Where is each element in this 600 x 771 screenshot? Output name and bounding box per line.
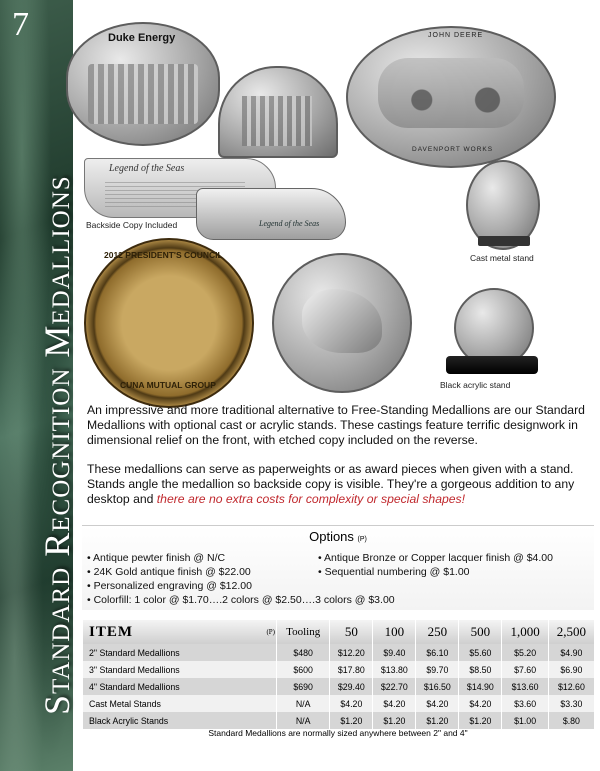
cast-metal-stand <box>478 236 530 246</box>
row-tooling: N/A <box>277 712 330 729</box>
row-price: $1.20 <box>416 712 459 729</box>
john-deere-medallion <box>346 26 556 168</box>
no-extra-cost-highlight: there are no extra costs for complexity or special shapes! <box>156 492 466 506</box>
row-price: $4.90 <box>548 644 594 661</box>
john-deere-bottom-text: DAVENPORT WORKS <box>412 146 494 153</box>
row-tooling: $600 <box>277 661 330 678</box>
table-row <box>83 661 595 678</box>
row-tooling: $690 <box>277 678 330 695</box>
council-bottom-text: CUNA MUTUAL GROUP <box>120 380 216 390</box>
table-row <box>83 678 595 695</box>
description-paragraph-2 <box>87 462 592 507</box>
description-p2-text: These medallions can serve as paperweights or as award pieces when given with a stand. Stands angle the medallion so backside copy is visible. They're a gorgeous addition to any desktop and <box>87 462 575 506</box>
row-name: 2" Standard Medallions <box>83 644 277 661</box>
marble-sidebar <box>0 0 77 771</box>
row-price: $3.60 <box>502 695 548 712</box>
cast-stand-caption: Cast metal stand <box>470 253 534 263</box>
row-price: $29.40 <box>330 678 373 695</box>
option-item: • Antique pewter finish @ N/C <box>87 552 226 564</box>
building-relief <box>242 96 312 146</box>
machinery-relief <box>378 58 524 128</box>
row-price: $.80 <box>548 712 594 729</box>
row-price: $1.20 <box>373 712 416 729</box>
horse-relief <box>302 289 382 353</box>
vertical-page-title: Standard Recognition Medallions <box>37 175 77 715</box>
options-header <box>82 529 594 544</box>
qty-header: 1,000 <box>502 620 548 644</box>
description <box>87 403 592 521</box>
tooling-header: Tooling <box>277 620 330 644</box>
options-title: Options <box>309 529 354 544</box>
row-price: $7.60 <box>502 661 548 678</box>
row-name: Cast Metal Stands <box>83 695 277 712</box>
row-price: $13.60 <box>502 678 548 695</box>
option-item: • Personalized engraving @ $12.00 <box>87 580 252 592</box>
building-arch-medallion <box>218 66 338 158</box>
banner-script-title: Legend of the Seas <box>109 163 185 174</box>
price-table <box>82 620 594 729</box>
row-price: $5.20 <box>502 644 548 661</box>
row-name: 4" Standard Medallions <box>83 678 277 695</box>
row-price: $4.20 <box>373 695 416 712</box>
horse-racing-medallion <box>272 253 412 393</box>
option-item: • Colorfill: 1 color @ $1.70….2 colors @ $2.50….3 colors @ $3.00 <box>87 594 395 606</box>
page-number: 7 <box>12 6 29 43</box>
row-price: $9.40 <box>373 644 416 661</box>
john-deere-top-text: JOHN DEERE <box>428 32 484 39</box>
row-name: 3" Standard Medallions <box>83 661 277 678</box>
row-price: $3.30 <box>548 695 594 712</box>
price-table-header <box>83 620 595 644</box>
row-price: $1.20 <box>330 712 373 729</box>
qty-header: 100 <box>373 620 416 644</box>
row-price: $4.20 <box>416 695 459 712</box>
row-price: $13.80 <box>373 661 416 678</box>
row-price: $12.60 <box>548 678 594 695</box>
duke-energy-medallion <box>66 22 220 146</box>
row-price: $5.60 <box>459 644 502 661</box>
option-item: • Antique Bronze or Copper lacquer finish @ $4.00 <box>318 552 553 564</box>
ship-script-text: Legend of the Seas <box>259 219 320 228</box>
acrylic-stand-caption: Black acrylic stand <box>440 380 511 390</box>
options-code: (P) <box>357 536 367 543</box>
qty-header: 2,500 <box>548 620 594 644</box>
table-row <box>83 712 595 729</box>
row-price: $1.20 <box>459 712 502 729</box>
black-acrylic-stand <box>446 356 538 374</box>
qty-header: 500 <box>459 620 502 644</box>
row-price: $17.80 <box>330 661 373 678</box>
row-price: $12.20 <box>330 644 373 661</box>
duke-energy-logo: Duke Energy <box>108 32 176 44</box>
row-price: $16.50 <box>416 678 459 695</box>
row-price: $4.20 <box>459 695 502 712</box>
option-item: • Sequential numbering @ $1.00 <box>318 566 470 578</box>
row-price: $4.20 <box>330 695 373 712</box>
row-name: Black Acrylic Stands <box>83 712 277 729</box>
presidents-council-medallion <box>84 238 254 408</box>
row-price: $8.50 <box>459 661 502 678</box>
option-item: • 24K Gold antique finish @ $22.00 <box>87 566 251 578</box>
row-price: $6.10 <box>416 644 459 661</box>
qty-header: 50 <box>330 620 373 644</box>
row-price: $22.70 <box>373 678 416 695</box>
item-header: ITEM <box>83 620 261 644</box>
row-tooling: N/A <box>277 695 330 712</box>
row-tooling: $480 <box>277 644 330 661</box>
row-price: $14.90 <box>459 678 502 695</box>
row-price: $9.70 <box>416 661 459 678</box>
qty-header: 250 <box>416 620 459 644</box>
options-box <box>82 525 594 610</box>
backside-caption: Backside Copy Included <box>86 220 178 230</box>
table-footnote: Standard Medallions are normally sized anywhere between 2" and 4" <box>208 728 468 738</box>
description-paragraph-1: An impressive and more traditional alternative to Free-Standing Medallions are our Standard Medallions with optional cast or acrylic stands. These castings feature terrific designwork in dimensional relief on the front, with etched copy included on the reverse. <box>87 403 585 447</box>
skyline-relief <box>88 64 198 124</box>
row-price: $1.00 <box>502 712 548 729</box>
table-row <box>83 695 595 712</box>
row-price: $6.90 <box>548 661 594 678</box>
cruise-ship-medallion <box>196 188 346 240</box>
council-top-text: 2012 PRESIDENT'S COUNCIL <box>104 250 223 260</box>
code-header: (P) <box>260 620 277 644</box>
table-row <box>83 644 595 661</box>
